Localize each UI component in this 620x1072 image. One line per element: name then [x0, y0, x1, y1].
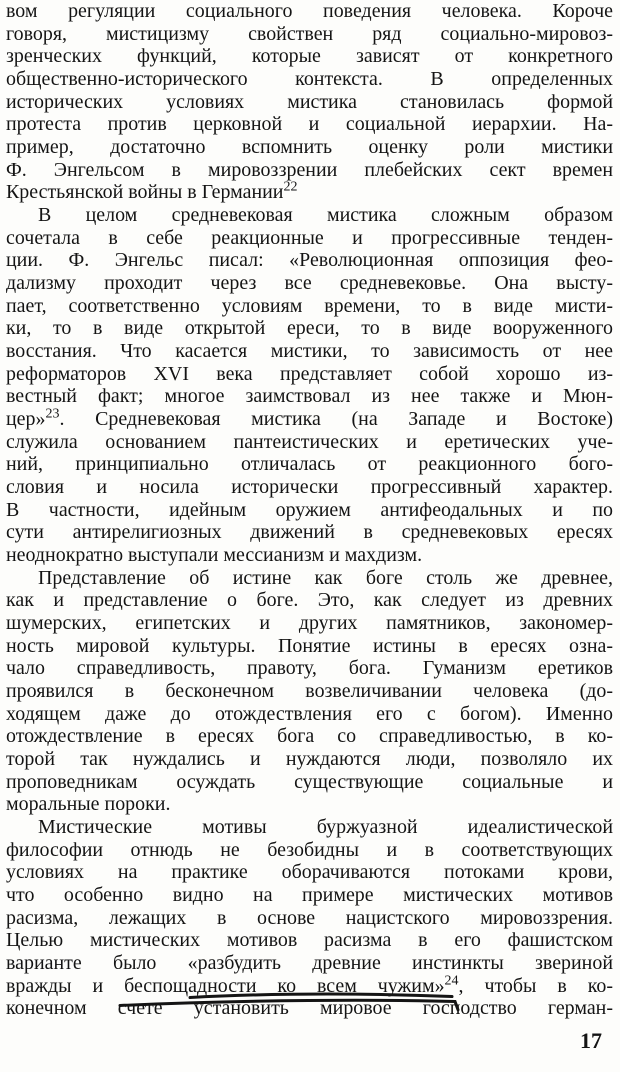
- line-text: Крестьянской войны в Германии: [6, 181, 284, 204]
- text-line: В целом средневековая мистика сложным образом: [38, 204, 613, 226]
- text-line: служила основанием пантеистических и еретических уче-: [6, 430, 613, 453]
- text-line: говоря, мистицизму свойствен ряд социально-мировоз-: [6, 22, 613, 45]
- text-line: исторических условиях мистика становилась формой: [6, 90, 613, 113]
- text-line: шумерских, египетских и других памятников, закономер-: [6, 612, 613, 634]
- text-line: сути антирелигиозных движений в средневековых ересях: [6, 521, 613, 544]
- text-line: дализму проходит через все средневековье. Она высту-: [6, 272, 613, 294]
- text-line: варианте было «разбудить древние инстинкты звериной: [6, 952, 613, 974]
- text-line: пает, соответственно условиям времени, то в виде мисти-: [6, 294, 613, 317]
- text-line: проявился в бесконечном возвеличивании человека (до-: [6, 680, 613, 702]
- line-text: цер»: [6, 408, 46, 430]
- text-line: вестный факт; многое заимствовал из нее также и Мюн-: [6, 385, 613, 408]
- text-line: конечном счете установить мировое господство герман-: [6, 997, 613, 1020]
- text-line-with-footnote: [6, 408, 613, 431]
- text-line: расизма, лежащих в основе нацистского мировоззрения.: [6, 906, 613, 929]
- text-line: торой так нуждались и нуждаются люди, позволяло их: [6, 748, 613, 770]
- text-line: чало справедливость, правоту, бога. Гуманизм еретиков: [6, 657, 613, 680]
- text-line: ции. Ф. Энгельс писал: «Революционная оппозиция фео-: [6, 249, 613, 272]
- text-line: Мистические мотивы буржуазной идеалистической: [38, 816, 613, 838]
- text-line: что особенно видно на примере мистических мотивов: [6, 884, 613, 906]
- text-line: В частности, идейным оружием антифеодальных и по: [6, 498, 613, 521]
- footnote-ref[interactable]: 22: [283, 179, 298, 195]
- text-line: философии отнюдь не безобидны и в соответствующих: [6, 838, 613, 861]
- text-line: ний, принципиально отличалась от реакционного бого-: [6, 453, 613, 476]
- text-line: Ф. Энгельсом в мировоззрении плебейских сект времен: [6, 158, 613, 181]
- text-line: сочетала в себе реакционные и прогрессивные тенден-: [6, 226, 613, 249]
- text-line: вом регуляции социального поведения человека. Короче: [6, 0, 613, 22]
- text-line: зренческих функций, которые зависят от конкретного: [6, 45, 613, 68]
- line-text: . Средневековая мистика (на Западе и Востоке): [59, 408, 613, 430]
- line-text: вражды и беспощадности ко всем чужим»: [6, 974, 445, 997]
- footnote-ref[interactable]: 24: [444, 973, 459, 989]
- text-line-with-footnote: [6, 975, 613, 998]
- text-line: восстания. Что касается мистики, то зависимость от нее: [6, 340, 613, 362]
- text-line: Представление об истине как боге столь же древнее,: [38, 566, 613, 589]
- text-line: неоднократно выступали мессианизм и махдизм.: [6, 544, 423, 566]
- text-line: ходящем даже до отождествления его с богом). Именно: [6, 702, 613, 725]
- page-number: 17: [580, 1028, 602, 1053]
- text-line: реформаторов XVI века представляет собой хорошо из-: [6, 362, 613, 385]
- text-line: моральные пороки.: [6, 793, 171, 816]
- text-line: ность мировой культуры. Понятие истины в ересях озна-: [6, 634, 613, 657]
- footnote-ref[interactable]: 23: [45, 406, 60, 422]
- text-line: условиях на практике оборачиваются потоками крови,: [6, 861, 613, 884]
- text-line: Целью мистических мотивов расизма в его фашистском: [6, 929, 613, 952]
- text-line: проповедникам осуждать существующие социальные и: [6, 770, 613, 793]
- text-line: словия и носила исторически прогрессивный характер.: [6, 476, 613, 498]
- text-line: отождествление в ересях бога со справедливостью, в ко-: [6, 725, 613, 748]
- text-line: общественно-исторического контекста. В определенных: [6, 68, 613, 90]
- line-text: , чтобы в ко-: [458, 974, 613, 997]
- text-line: протеста против церковной и социальной иерархии. На-: [6, 113, 613, 136]
- text-line: пример, достаточно вспомнить оценку роли мистики: [6, 136, 613, 158]
- text-line-with-footnote: [6, 181, 613, 204]
- text-line: как и представление о боге. Это, как следует из древних: [6, 589, 613, 612]
- text-line: ки, то в виде открытой ереси, то в виде вооруженного: [6, 317, 613, 340]
